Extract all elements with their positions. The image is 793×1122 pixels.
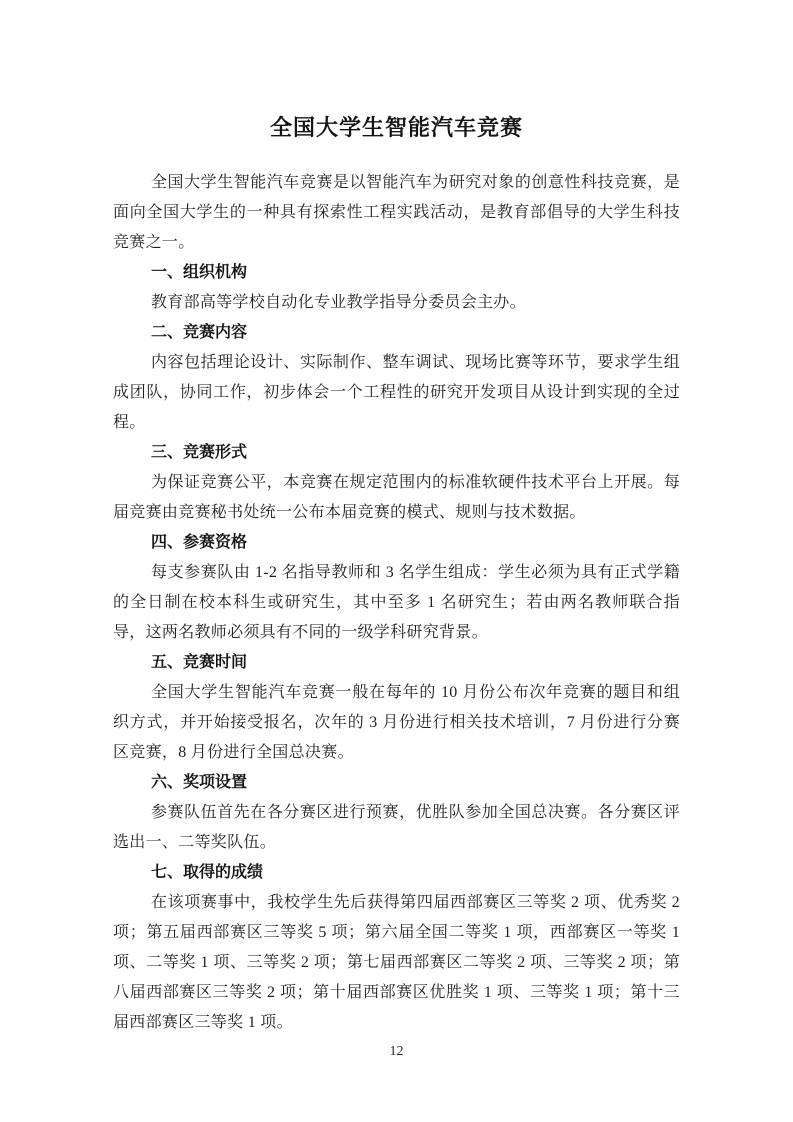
section-body-content: 内容包括理论设计、实际制作、整车调试、现场比赛等环节，要求学生组成团队，协同工作，初步体会一个工程性的研究开发项目从设计到实现的全过程。 bbox=[113, 354, 680, 431]
section-body-format: 为保证竞赛公平，本竞赛在规定范围内的标准软硬件技术平台上开展。每届竞赛由竞赛秘书处统一公布本届竞赛的模式、规则与技术数据。 bbox=[113, 474, 680, 521]
section-body-awards: 参赛队伍首先在各分赛区进行预赛，优胜队参加全国总决赛。各分赛区评选出一、二等奖队伍。 bbox=[113, 804, 680, 851]
section-heading-eligibility: 四、参赛资格 bbox=[151, 534, 248, 551]
section-heading-schedule: 五、竞赛时间 bbox=[151, 654, 248, 671]
section-heading-format: 三、竞赛形式 bbox=[151, 444, 248, 461]
section-heading-awards: 六、奖项设置 bbox=[151, 774, 248, 791]
section-heading-achievements: 七、取得的成绩 bbox=[151, 864, 264, 881]
document-title: 全国大学生智能汽车竞赛 bbox=[269, 115, 523, 140]
section-heading-content: 二、竞赛内容 bbox=[151, 324, 248, 341]
section-body-eligibility: 每支参赛队由 1-2 名指导教师和 3 名学生组成：学生必须为具有正式学籍的全日制在校本科生或研究生，其中至多 1 名研究生；若由两名教师联合指导，这两名教师必须具有不同的一级学科研究背景。 bbox=[113, 564, 680, 641]
section-body-achievements: 在该项赛事中，我校学生先后获得第四届西部赛区三等奖 2 项、优秀奖 2 项；第五届西部赛区三等奖 5 项；第六届全国二等奖 1 项，西部赛区一等奖 1 项、二等奖 1 项、三等奖 2 项；第七届西部赛区二等奖 2 项、三等奖 2 项；第八届西部赛区三等奖 2 项；第十届西部赛区优胜奖 1 项、三等奖 1 项；第十三届西部赛区三等奖 1 项。 bbox=[113, 894, 680, 1031]
section-heading-organization: 一、组织机构 bbox=[151, 264, 248, 281]
page-number: 12 bbox=[389, 1044, 404, 1059]
section-body-schedule: 全国大学生智能汽车竞赛一般在每年的 10 月份公布次年竞赛的题目和组织方式，并开始接受报名，次年的 3 月份进行相关技术培训，7 月份进行分赛区竞赛，8 月份进行全国总决赛。 bbox=[113, 684, 680, 761]
document-content bbox=[113, 112, 680, 1038]
section-body-organization: 教育部高等学校自动化专业教学指导分委员会主办。 bbox=[151, 294, 526, 311]
intro-paragraph: 全国大学生智能汽车竞赛是以智能汽车为研究对象的创意性科技竞赛，是面向全国大学生的一种具有探索性工程实践活动，是教育部倡导的大学生科技竞赛之一。 bbox=[113, 174, 680, 251]
